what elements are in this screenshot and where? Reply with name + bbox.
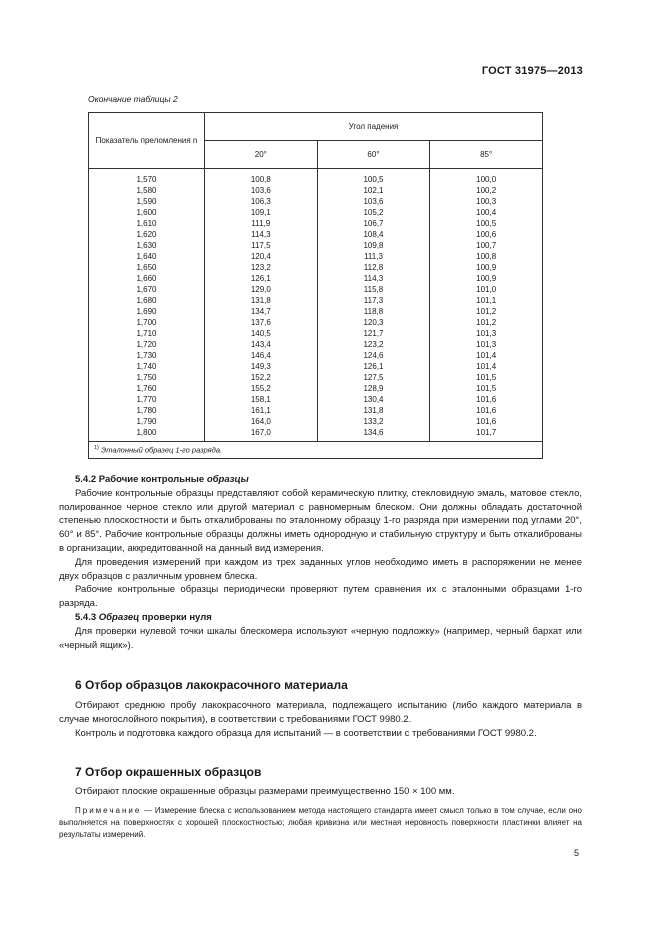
table-cell: 111,3	[364, 252, 383, 261]
table-footnote	[89, 442, 543, 459]
table-cell: 106,3	[250, 197, 271, 206]
table-cell: 1,590	[136, 197, 157, 206]
table-cell: 100,9	[476, 263, 497, 272]
table-cell: 124,6	[363, 351, 384, 360]
table-cell: 137,6	[250, 318, 271, 327]
table-cell: 1,570	[136, 175, 157, 184]
table-cell: 100,8	[476, 252, 497, 261]
table-cell: 103,6	[250, 186, 271, 195]
table-caption: Окончание таблицы 2	[88, 94, 178, 104]
paragraph: Отбирают плоские окрашенные образцы размерами преимущественно 150 × 100 мм.	[75, 786, 455, 797]
table-cell: 131,8	[363, 406, 384, 415]
table-cell: 100,2	[476, 186, 497, 195]
table-cell: 101,6	[476, 406, 497, 415]
section-6-title: 6 Отбор образцов лакокрасочного материала	[75, 678, 348, 692]
table-cell: 1,650	[136, 263, 157, 272]
table-cell: 149,3	[250, 362, 271, 371]
table-cell: 100,5	[476, 219, 497, 228]
table-cell: 155,2	[250, 384, 271, 393]
table-cell: 108,4	[363, 230, 384, 239]
table-cell: 126,1	[250, 274, 271, 283]
table-cell: 100,4	[476, 208, 497, 217]
footnote-mark: 1)	[94, 445, 99, 452]
table-cell: 117,3	[363, 296, 384, 305]
table-cell: 101,5	[476, 384, 497, 393]
paragraph: Отбирают среднюю пробу лакокрасочного материала, подлежащего испытанию (либо каждого материала в случае многослойного покрытия), в соответствии с требованиями ГОСТ 9980.2.	[59, 700, 582, 725]
table-cell: 100,3	[476, 197, 497, 206]
table-cell: 114,3	[363, 274, 384, 283]
column-header-85: 85°	[430, 141, 543, 169]
table-cell: 1,680	[136, 296, 157, 305]
table-cell: 101,6	[476, 417, 497, 426]
section-number: 5.4.2	[75, 474, 97, 485]
note	[59, 805, 582, 841]
table-cell: 131,8	[250, 296, 271, 305]
table-cell: 1,670	[136, 285, 157, 294]
table-cell: 1,710	[136, 329, 157, 338]
table-cell: 101,2	[476, 318, 497, 327]
table-cell: 101,5	[476, 373, 497, 382]
section-5-4-3-heading	[59, 611, 582, 625]
table-cell: 1,690	[136, 307, 157, 316]
table-cell: 100,0	[476, 175, 497, 184]
section-5-4-2-heading	[59, 473, 582, 487]
table-cell: 143,4	[250, 340, 271, 349]
table-cell: 1,740	[136, 362, 157, 371]
table-cell: 164,0	[250, 417, 271, 426]
table-cell: 128,9	[363, 384, 384, 393]
table-cell: 101,3	[476, 329, 497, 338]
column-header-n-text: Показатель преломления n	[95, 136, 198, 145]
section-7-title: 7 Отбор окрашенных образцов	[75, 765, 262, 779]
table-cell: 101,0	[476, 285, 497, 294]
table-cell: 1,620	[136, 230, 157, 239]
table-cell: 129,0	[250, 285, 271, 294]
column-header-20: 20°	[205, 141, 318, 169]
table-cell: 1,780	[136, 406, 157, 415]
page-number: 5	[573, 848, 579, 858]
table-cell: 101,4	[476, 362, 497, 371]
table-cell: 161,1	[250, 406, 271, 415]
table-cell: 167,0	[250, 428, 271, 437]
table-cell: 1,770	[136, 395, 157, 404]
note-label: Примечание	[75, 806, 142, 815]
section-5-4-2	[59, 473, 582, 652]
footnote-text: Эталонный образец 1-го разряда.	[100, 445, 223, 455]
table-cell: 101,4	[476, 351, 497, 360]
table-cell: 1,750	[136, 373, 157, 382]
table-cell: 120,4	[250, 252, 271, 261]
heading-italic: образцы	[206, 474, 249, 485]
table-cell: 101,2	[476, 307, 497, 316]
paragraph: Контроль и подготовка каждого образца для испытаний — в соответствии с требованиями ГОСТ 9980.2.	[75, 727, 537, 739]
column-n-values	[89, 169, 205, 442]
table-cell: 101,3	[476, 340, 497, 349]
table-cell: 102,1	[363, 186, 384, 195]
paragraph: Рабочие контрольные образцы периодически проверяют путем сравнения их с эталонными образцами 1-го разряда.	[59, 584, 582, 610]
table-cell: 103,6	[363, 197, 384, 206]
column-60-values	[317, 169, 430, 442]
table-cell: 1,700	[136, 318, 157, 327]
table-cell: 146,4	[250, 351, 271, 360]
table-cell: 101,7	[476, 428, 497, 437]
table-cell: 127,5	[363, 373, 384, 382]
table-cell: 109,1	[250, 208, 271, 217]
table-cell: 100,9	[476, 274, 497, 283]
table-cell: 115,8	[363, 285, 384, 294]
table-cell: 114,3	[251, 230, 271, 239]
table-cell: 1,760	[136, 384, 157, 393]
table-cell: 1,720	[136, 340, 157, 349]
table-cell: 123,2	[250, 263, 271, 272]
table-cell: 134,7	[250, 307, 271, 316]
table-cell: 1,640	[136, 252, 157, 261]
table-cell: 1,610	[136, 219, 157, 228]
paragraph: Для проверки нулевой точки шкалы блескомера используют «черную подложку» (например, черный бархат или «черный ящик»).	[59, 625, 582, 651]
gloss-table	[88, 112, 543, 459]
table-cell: 109,8	[363, 241, 384, 250]
table-cell: 120,3	[363, 318, 384, 327]
table-cell: 100,5	[363, 175, 384, 184]
note-text: — Измерение блеска с использованием метода настоящего стандарта имеет смысл только в том случае, если оно выполняется на поверхностях с хорошей плоскостностью; любая кривизна или местная неровность поверхности пластинки влияет на результаты измерений.	[59, 806, 582, 839]
table-cell: 112,8	[363, 263, 384, 272]
column-20-values	[205, 169, 318, 442]
table-cell: 1,660	[136, 274, 157, 283]
table-cell: 134,6	[363, 428, 384, 437]
heading-italic: Образец	[98, 611, 140, 623]
table-cell: 130,4	[363, 395, 384, 404]
table-cell: 152,2	[250, 373, 271, 382]
heading-text: Рабочие контрольные	[98, 474, 207, 485]
table-cell: 101,1	[476, 296, 497, 305]
table-cell: 1,730	[136, 351, 157, 360]
table-cell: 126,1	[363, 362, 384, 371]
heading-text: проверки нуля	[139, 611, 212, 623]
section-7-body	[59, 785, 582, 799]
table-cell: 100,6	[476, 230, 497, 239]
table-cell: 1,630	[136, 241, 157, 250]
table-cell: 106,7	[363, 219, 384, 228]
table-cell: 111,9	[251, 219, 271, 228]
table-cell: 121,7	[363, 329, 384, 338]
section-number: 5.4.3	[75, 611, 97, 623]
table-cell: 100,8	[250, 175, 271, 184]
table-cell: 105,2	[363, 208, 384, 217]
table-cell: 117,5	[251, 241, 271, 250]
table-cell: 158,1	[250, 395, 271, 404]
table-cell: 133,2	[363, 417, 384, 426]
column-85-values	[430, 169, 543, 442]
column-header-60: 60°	[317, 141, 430, 169]
column-header-angle: Угол падения	[205, 113, 543, 141]
column-header-n	[89, 113, 205, 169]
table-cell: 1,800	[136, 428, 157, 437]
table-cell: 1,580	[136, 186, 157, 195]
table-cell: 1,790	[136, 417, 157, 426]
table-cell: 118,8	[363, 307, 384, 316]
paragraph: Рабочие контрольные образцы представляют собой керамическую плитку, стекловидную эмаль, матовое стекло, полированное черное стекло или другой материал с равномерным блеском. Они должны обладать достаточной степенью плоскостности и быть откалиброваны по эталонному образцу 1-го разряда при измерении под углами 20°, 60° и 85°. Рабочие контрольные образцы должны иметь однородную и стабильную структуру и быть откалиброваны в организации, аккредитованной на данный вид измерения.	[59, 487, 582, 554]
document-code: ГОСТ 31975—2013	[481, 65, 583, 77]
table-cell: 123,2	[363, 340, 384, 349]
table-cell: 101,6	[476, 395, 497, 404]
section-6-body	[59, 699, 582, 740]
table-cell: 1,600	[136, 208, 157, 217]
paragraph: Для проведения измерений при каждом из трех заданных углов необходимо иметь в распоряжении не менее двух образцов с различным уровнем блеска.	[59, 556, 582, 582]
table-cell: 140,5	[250, 329, 271, 338]
table-cell: 100,7	[476, 241, 497, 250]
